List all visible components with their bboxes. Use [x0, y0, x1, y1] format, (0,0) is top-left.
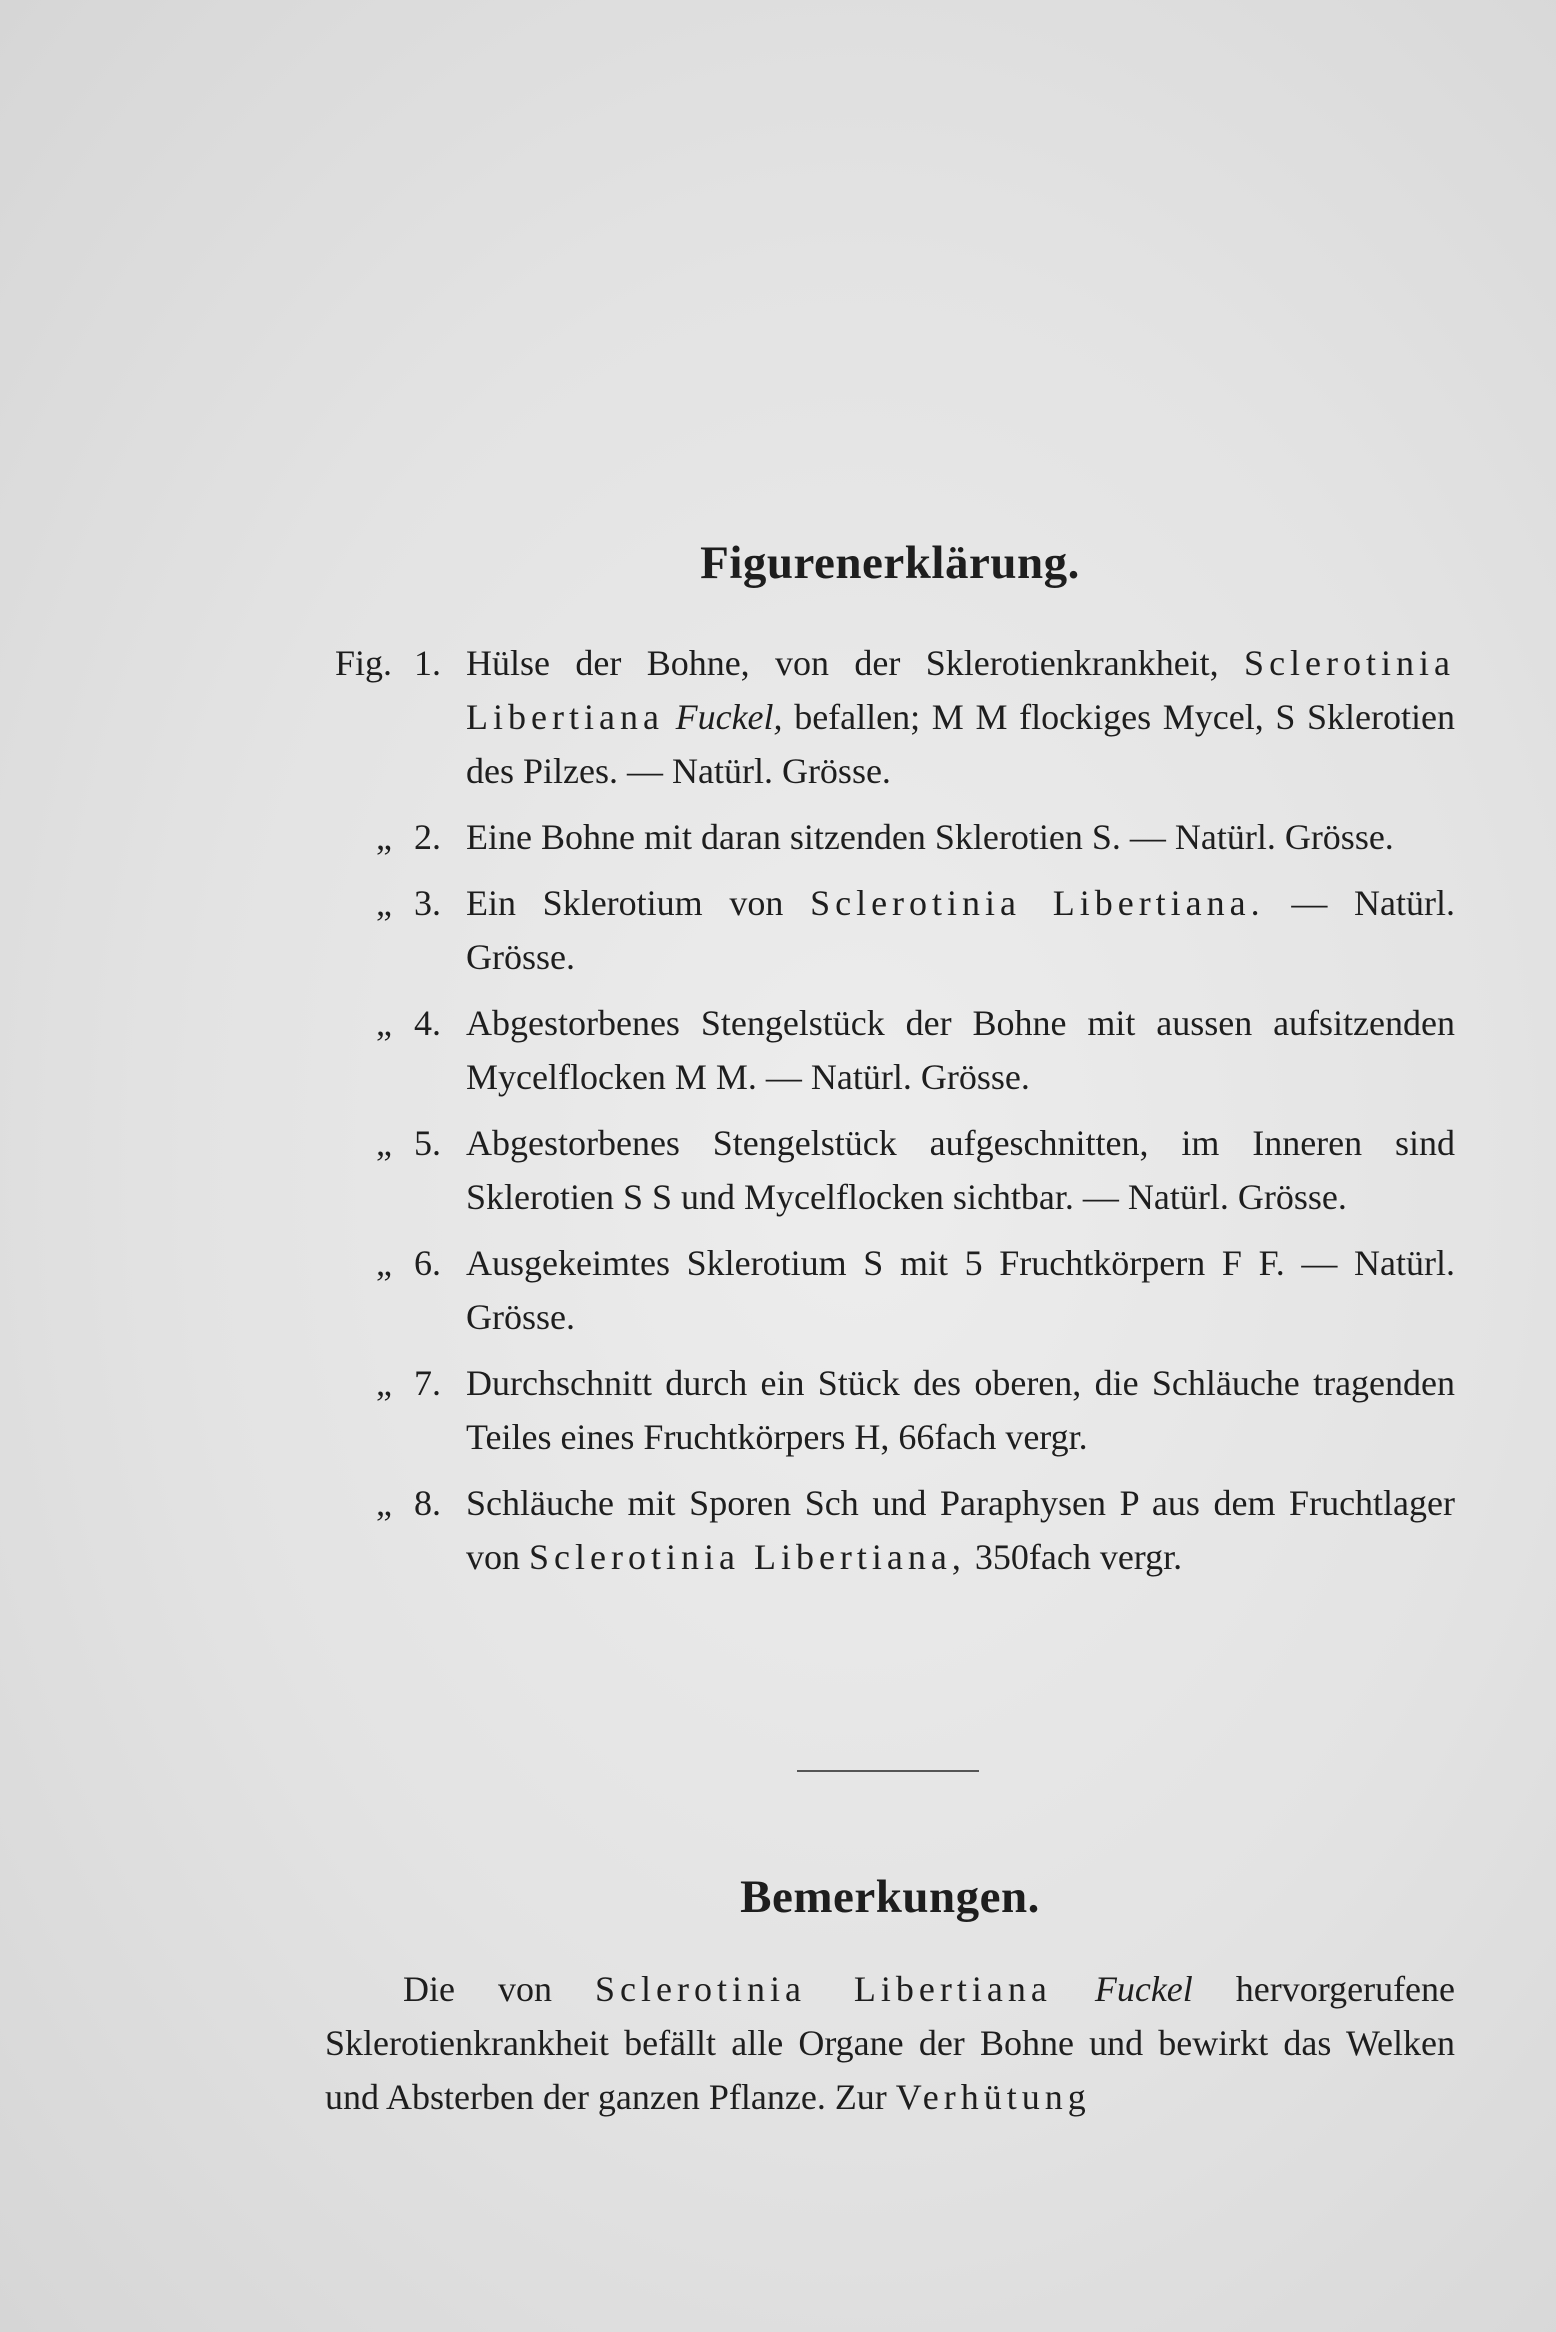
- figure-number-value: 6.: [414, 1243, 441, 1283]
- text-segment: Schläuche mit Sporen Sch und Paraphysen P aus dem Fruchtlager von: [466, 1483, 1455, 1577]
- figure-entry: [325, 1116, 1455, 1224]
- text-segment: [664, 697, 676, 737]
- figure-number-value: 3.: [414, 883, 441, 923]
- figure-entry: [325, 876, 1455, 984]
- figure-prefix: „: [376, 1363, 392, 1403]
- text-segment: Abgestorbenes Stengelstück aufgeschnitten, im Inneren sind Sklerotien S S und Mycelflocken sichtbar. — Natürl. Grösse.: [466, 1123, 1455, 1217]
- figure-number-value: 4.: [414, 1003, 441, 1043]
- figure-number: [325, 1116, 441, 1170]
- figure-prefix: „: [376, 1243, 392, 1283]
- species-name: Verhütung: [895, 2077, 1091, 2117]
- figure-number: [325, 876, 441, 930]
- figure-list: [325, 636, 1455, 1596]
- figure-caption: [466, 1123, 1455, 1217]
- figure-number: [325, 1236, 441, 1290]
- text-segment: Abgestorbenes Stengelstück der Bohne mit aussen aufsitzenden Mycelflocken M M. — Natürl. Grösse.: [466, 1003, 1455, 1097]
- figure-number: [325, 636, 441, 690]
- text-segment: Durchschnitt durch ein Stück des oberen, die Schläuche tragenden Teiles eines Fruchtkörpers H, 66fach vergr.: [466, 1363, 1455, 1457]
- figure-caption: [466, 1363, 1455, 1457]
- text-segment: hervorgerufene Sklerotienkrankheit befällt alle Organe der Bohne und bewirkt das Welken und Absterben der ganzen Pflanze. Zur: [325, 1969, 1456, 2117]
- figure-prefix: „: [376, 817, 392, 857]
- figure-caption: [466, 817, 1394, 857]
- species-name: Sclerotinia Libertiana: [594, 1969, 1052, 2009]
- figure-caption: [466, 1483, 1455, 1577]
- figure-entry: [325, 996, 1455, 1104]
- figure-number-value: 1.: [414, 643, 441, 683]
- figure-prefix: „: [376, 1123, 392, 1163]
- figure-entry: [325, 636, 1455, 798]
- figure-entry: [325, 1476, 1455, 1584]
- text-segment: Die von: [403, 1969, 595, 2009]
- figure-number: [325, 1476, 441, 1530]
- figure-caption: [466, 643, 1455, 791]
- section-divider: [797, 1770, 979, 1772]
- text-segment: 350fach vergr.: [965, 1537, 1183, 1577]
- figure-entry: [325, 810, 1455, 864]
- species-name: Sclerotinia Libertiana: [466, 643, 1455, 737]
- figure-prefix: „: [376, 1483, 392, 1523]
- text-segment: befallen; M M flockiges Mycel, S Sklerotien des Pilzes. — Natürl. Grösse.: [466, 697, 1456, 791]
- text-segment: Hülse der Bohne, von der Sklerotienkrankheit,: [466, 643, 1245, 683]
- remarks-heading: Bemerkungen.: [740, 1871, 1040, 1923]
- figure-prefix: „: [376, 1003, 392, 1043]
- figure-caption: [466, 1003, 1455, 1097]
- remarks-paragraph: [325, 1962, 1455, 2124]
- figure-entry: [325, 1356, 1455, 1464]
- figure-caption: [466, 883, 1455, 977]
- text-segment: — Natürl. Grösse.: [466, 883, 1456, 977]
- figure-number-value: 2.: [414, 817, 441, 857]
- figure-explanation-heading: Figurenerklärung.: [700, 537, 1080, 589]
- figure-number: [325, 996, 441, 1050]
- figure-number-value: 5.: [414, 1123, 441, 1163]
- author-name: Fuckel: [1094, 1969, 1193, 2009]
- figure-number: [325, 810, 441, 864]
- species-name: Sclerotinia Libertiana.: [810, 883, 1265, 923]
- author-name: Fuckel,: [675, 697, 783, 737]
- text-segment: Ausgekeimtes Sklerotium S mit 5 Fruchtkörpern F F. — Natürl. Grösse.: [466, 1243, 1455, 1337]
- figure-entry: [325, 1236, 1455, 1344]
- figure-number-value: 8.: [414, 1483, 441, 1523]
- figure-number: [325, 1356, 441, 1410]
- text-segment: Eine Bohne mit daran sitzenden Sklerotien S. — Natürl. Grösse.: [466, 817, 1394, 857]
- text-segment: Ein Sklerotium von: [466, 883, 811, 923]
- species-name: Sclerotinia Libertiana,: [529, 1537, 966, 1577]
- figure-prefix: „: [376, 883, 392, 923]
- figure-caption: [466, 1243, 1455, 1337]
- text-segment: [1052, 1969, 1095, 2009]
- figure-number-value: 7.: [414, 1363, 441, 1403]
- figure-prefix: Fig.: [334, 643, 392, 683]
